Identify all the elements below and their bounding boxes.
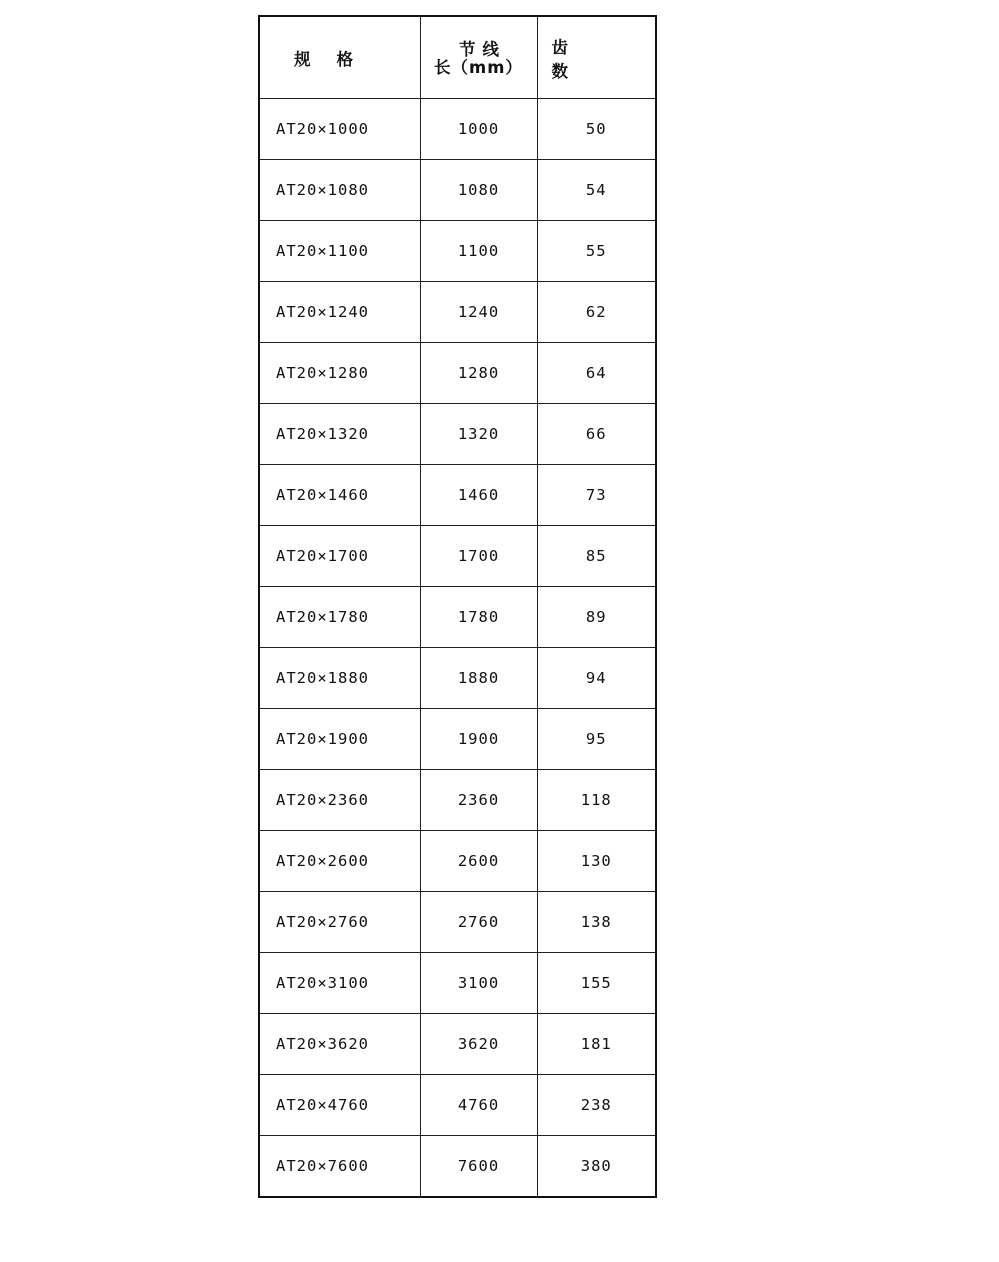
table-row xyxy=(259,526,656,587)
spec-cell: AT20×7600 xyxy=(259,1136,420,1198)
length-cell: 1100 xyxy=(420,221,537,282)
length-cell: 1320 xyxy=(420,404,537,465)
belt-spec-table xyxy=(258,15,657,1198)
length-cell: 1460 xyxy=(420,465,537,526)
length-cell: 1240 xyxy=(420,282,537,343)
length-cell: 1000 xyxy=(420,99,537,160)
teeth-cell: 95 xyxy=(537,709,656,770)
teeth-cell: 62 xyxy=(537,282,656,343)
spec-cell: AT20×1780 xyxy=(259,587,420,648)
length-cell: 1080 xyxy=(420,160,537,221)
spec-cell: AT20×2360 xyxy=(259,770,420,831)
table-row xyxy=(259,160,656,221)
teeth-cell: 238 xyxy=(537,1075,656,1136)
spec-cell: AT20×1240 xyxy=(259,282,420,343)
spec-cell: AT20×1700 xyxy=(259,526,420,587)
spec-cell: AT20×1000 xyxy=(259,99,420,160)
teeth-cell: 66 xyxy=(537,404,656,465)
length-cell: 2360 xyxy=(420,770,537,831)
table-row xyxy=(259,221,656,282)
table-row xyxy=(259,648,656,709)
length-cell: 1880 xyxy=(420,648,537,709)
teeth-cell: 89 xyxy=(537,587,656,648)
table-row xyxy=(259,770,656,831)
teeth-cell: 138 xyxy=(537,892,656,953)
length-cell: 1900 xyxy=(420,709,537,770)
spec-cell: AT20×3100 xyxy=(259,953,420,1014)
table-row xyxy=(259,343,656,404)
table-row xyxy=(259,892,656,953)
header-pitch-length xyxy=(420,16,537,99)
teeth-cell: 64 xyxy=(537,343,656,404)
table-row xyxy=(259,709,656,770)
teeth-cell: 54 xyxy=(537,160,656,221)
spec-cell: AT20×4760 xyxy=(259,1075,420,1136)
teeth-cell: 55 xyxy=(537,221,656,282)
spec-cell: AT20×1880 xyxy=(259,648,420,709)
teeth-cell: 85 xyxy=(537,526,656,587)
header-teeth: 齿数 xyxy=(537,16,656,99)
teeth-cell: 50 xyxy=(537,99,656,160)
teeth-cell: 155 xyxy=(537,953,656,1014)
teeth-cell: 130 xyxy=(537,831,656,892)
table-row xyxy=(259,831,656,892)
spec-cell: AT20×1460 xyxy=(259,465,420,526)
header-spec: 规格 xyxy=(259,16,420,99)
table-row xyxy=(259,465,656,526)
spec-cell: AT20×3620 xyxy=(259,1014,420,1075)
length-cell: 2760 xyxy=(420,892,537,953)
length-cell: 2600 xyxy=(420,831,537,892)
header-pitch-length-line2: 长（mm） xyxy=(434,57,523,77)
length-cell: 1700 xyxy=(420,526,537,587)
table-row xyxy=(259,953,656,1014)
length-cell: 3620 xyxy=(420,1014,537,1075)
length-cell: 3100 xyxy=(420,953,537,1014)
spec-cell: AT20×1080 xyxy=(259,160,420,221)
spec-cell: AT20×2600 xyxy=(259,831,420,892)
table-row xyxy=(259,404,656,465)
header-pitch-length-line1: 节线 xyxy=(459,39,506,59)
spec-cell: AT20×1900 xyxy=(259,709,420,770)
table-row xyxy=(259,1136,656,1198)
teeth-cell: 118 xyxy=(537,770,656,831)
length-cell: 7600 xyxy=(420,1136,537,1198)
teeth-cell: 380 xyxy=(537,1136,656,1198)
table-row xyxy=(259,1075,656,1136)
spec-cell: AT20×1320 xyxy=(259,404,420,465)
table-row xyxy=(259,99,656,160)
length-cell: 1780 xyxy=(420,587,537,648)
table-row xyxy=(259,282,656,343)
spec-cell: AT20×1280 xyxy=(259,343,420,404)
length-cell: 1280 xyxy=(420,343,537,404)
table-row xyxy=(259,587,656,648)
teeth-cell: 181 xyxy=(537,1014,656,1075)
length-cell: 4760 xyxy=(420,1075,537,1136)
spec-cell: AT20×2760 xyxy=(259,892,420,953)
table-row xyxy=(259,1014,656,1075)
teeth-cell: 73 xyxy=(537,465,656,526)
spec-cell: AT20×1100 xyxy=(259,221,420,282)
teeth-cell: 94 xyxy=(537,648,656,709)
table-header-row xyxy=(259,16,656,99)
